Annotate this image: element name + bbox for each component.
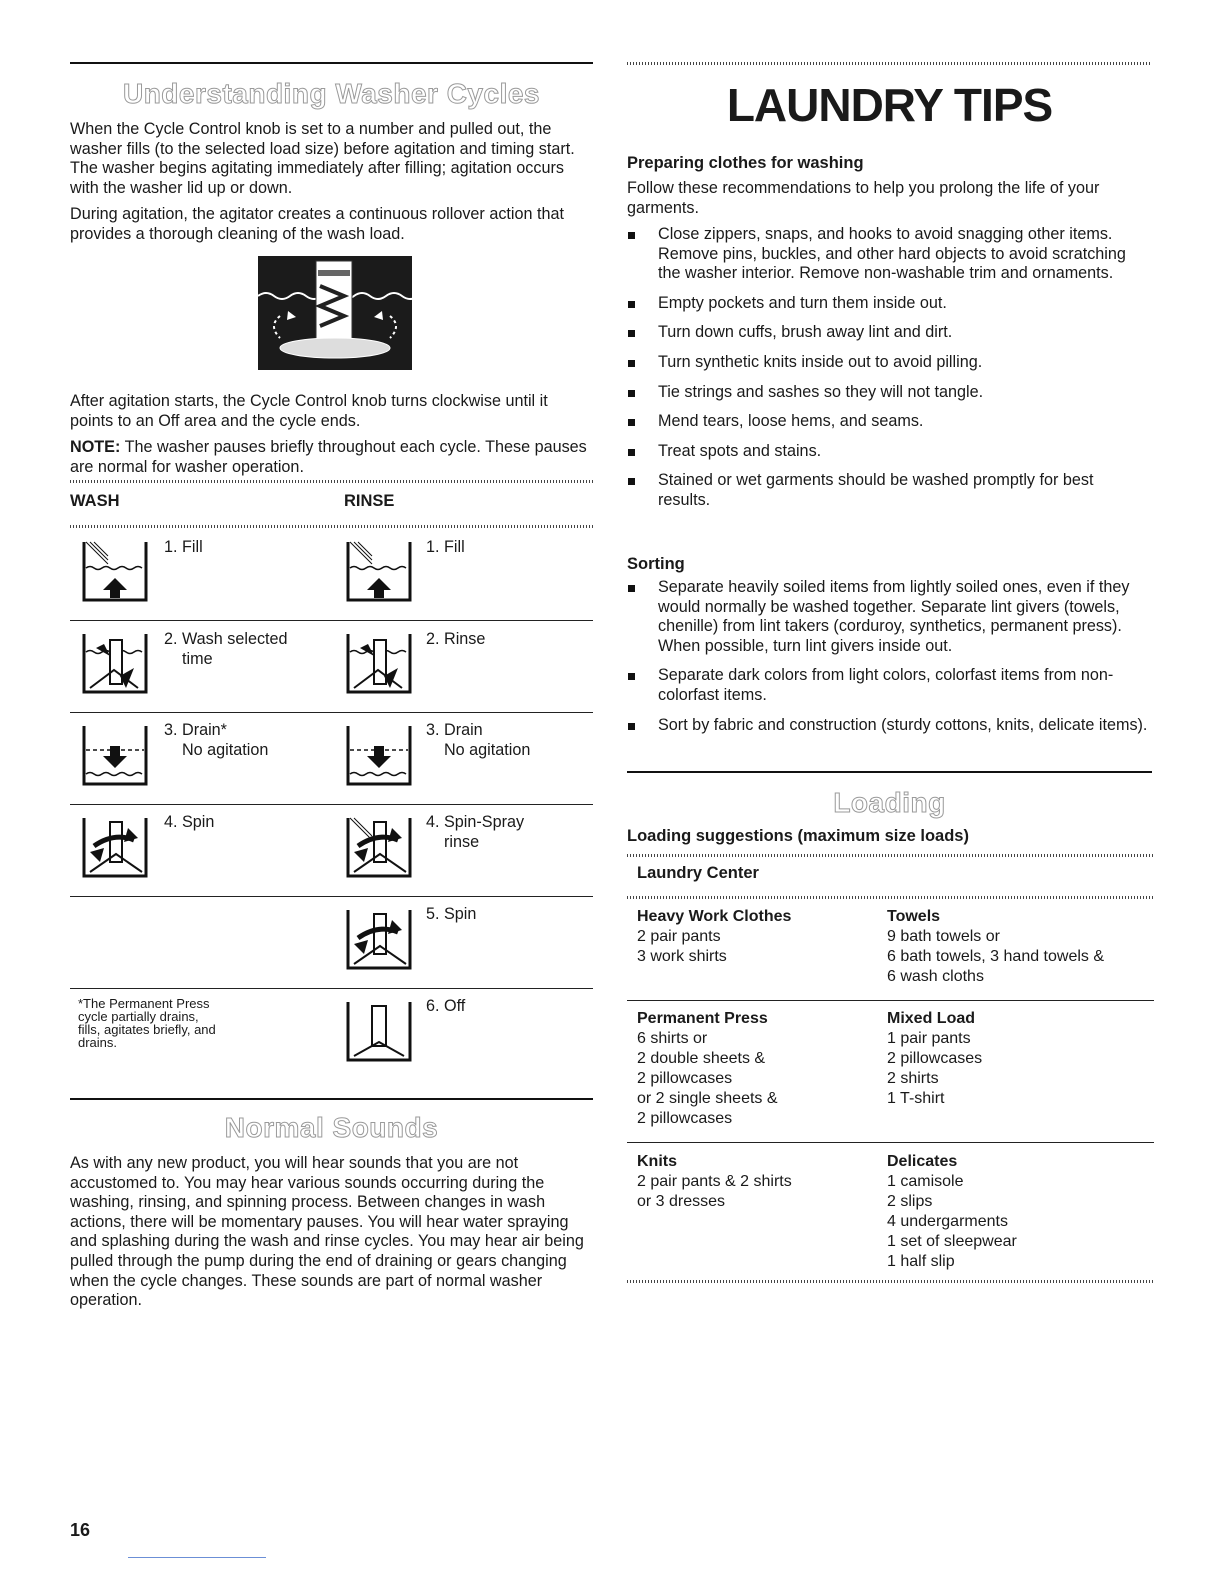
wash-step-agitate: 2. Wash selected time (164, 630, 288, 668)
load-line: 2 pair pants & 2 shirts (637, 1173, 792, 1190)
list-item: Treat spots and stains. (625, 442, 1150, 462)
load-line: 6 bath towels, 3 hand towels & (887, 948, 1105, 965)
wash-step-drain: 3. Drain* No agitation (164, 721, 269, 759)
load-heading: Towels (887, 908, 941, 925)
top-dotted-rule-right (627, 62, 1152, 65)
list-item: Sort by fabric and construction (sturdy cottons, knits, delicate items). (625, 716, 1150, 736)
row-divider (627, 1142, 1154, 1143)
section-rule (70, 1098, 593, 1100)
load-heading: Heavy Work Clothes (637, 908, 792, 925)
agitate-icon (344, 630, 414, 696)
list-item: Tie strings and sashes so they will not tangle. (625, 383, 1150, 403)
wash-step-fill: 1. Fill (164, 538, 203, 556)
spin-icon (80, 814, 150, 880)
prep-heading: Preparing clothes for washing (627, 154, 864, 172)
load-line: 2 pair pants (637, 928, 721, 945)
rinse-column-header: RINSE (344, 492, 395, 510)
list-item: Mend tears, loose hems, and seams. (625, 412, 1150, 432)
spin-icon (344, 906, 414, 972)
top-rule-left (70, 62, 593, 64)
sorting-list (625, 578, 1150, 735)
list-item: Empty pockets and turn them inside out. (625, 294, 1150, 314)
load-line: or 3 dresses (637, 1193, 726, 1210)
agitator-illustration (258, 256, 412, 370)
rinse-step-spin: 5. Spin (426, 905, 477, 923)
load-line: 1 pair pants (887, 1030, 971, 1047)
table-title: Laundry Center (637, 864, 759, 882)
load-cell-delicates (887, 1152, 1152, 1272)
load-cell-permanent-press (637, 1009, 877, 1129)
load-line: 2 pillowcases (887, 1050, 983, 1067)
load-line: 2 pillowcases (637, 1110, 733, 1127)
sorting-heading: Sorting (627, 555, 685, 573)
section-title-loading: Loading (833, 787, 946, 818)
load-line: 1 T-shirt (887, 1090, 945, 1107)
load-line: 1 camisole (887, 1173, 964, 1190)
row-divider (627, 1000, 1154, 1001)
list-item: Turn synthetic knits inside out to avoid pilling. (625, 353, 1150, 373)
section-title-normal-sounds: Normal Sounds (224, 1112, 439, 1143)
dotted-divider (627, 896, 1154, 899)
load-line: or 2 single sheets & (637, 1090, 778, 1107)
load-line: 1 half slip (887, 1253, 955, 1270)
load-line: 2 double sheets & (637, 1050, 766, 1067)
row-divider (70, 712, 593, 713)
dotted-divider (627, 1280, 1154, 1283)
load-cell-knits (637, 1152, 877, 1212)
note-text: The washer pauses briefly throughout each cycle. These pauses are normal for washer operation. (70, 438, 587, 476)
spin-spray-icon (344, 814, 414, 880)
list-item: Turn down cuffs, brush away lint and dirt. (625, 323, 1150, 343)
drain-icon (80, 722, 150, 788)
load-heading: Delicates (887, 1153, 958, 1170)
off-icon (344, 998, 414, 1064)
load-line: 1 set of sleepwear (887, 1233, 1017, 1250)
list-item: Separate dark colors from light colors, colorfast items from non-colorfast items. (625, 666, 1150, 705)
after-agitation-paragraph: After agitation starts, the Cycle Control knob turns clockwise until it points to an Off area and the cycle ends. (70, 392, 548, 430)
prep-intro: Follow these recommendations to help you prolong the life of your garments. (627, 179, 1100, 217)
rinse-step-spin-spray: 4. Spin-Spray rinse (426, 813, 525, 851)
list-item: Stained or wet garments should be washed promptly for best results. (625, 471, 1150, 510)
row-divider (70, 804, 593, 805)
note-label: NOTE: (70, 438, 121, 456)
fill-icon (344, 538, 414, 604)
fill-icon (80, 538, 150, 604)
agitate-icon (80, 630, 150, 696)
permanent-press-footnote: *The Permanent Press cycle partially drains, fills, agitates briefly, and drains. (78, 996, 216, 1050)
load-heading: Permanent Press (637, 1010, 768, 1027)
section-rule (627, 771, 1152, 773)
load-cell-heavy-work (637, 907, 877, 967)
prep-list (625, 225, 1150, 511)
drain-icon (344, 722, 414, 788)
cycles-intro-paragraph-1: When the Cycle Control knob is set to a number and pulled out, the washer fills (to the selected load size) before agitation and timing start. The washer begins agitating immediately after filling; agitation occurs with the washer lid up or down. (70, 120, 575, 197)
dotted-divider (627, 854, 1154, 857)
list-item: Separate heavily soiled items from lightly soiled ones, even if they would normally be washed together. Separate lint givers (towels, chenille) from lint takers (corduroy, synthetics, permanent press). When possible, turn lint givers inside out. (625, 578, 1150, 656)
load-heading: Knits (637, 1153, 677, 1170)
load-line: 6 shirts or (637, 1030, 708, 1047)
row-divider (70, 988, 593, 989)
dotted-divider (70, 525, 593, 528)
note-paragraph (70, 438, 595, 477)
page-title: LAUNDRY TIPS (726, 79, 1053, 131)
row-divider (70, 896, 593, 897)
page-number: 16 (70, 1520, 91, 1540)
section-title-cycles: Understanding Washer Cycles (122, 78, 540, 109)
rinse-step-fill: 1. Fill (426, 538, 465, 556)
load-cell-mixed-load (887, 1009, 1152, 1109)
list-item: Close zippers, snaps, and hooks to avoid snagging other items. Remove pins, buckles, and other hard objects to avoid scratching the washer interior. Remove non-washable trim and ornaments. (625, 225, 1150, 284)
load-line: 9 bath towels or (887, 928, 1000, 945)
load-line: 6 wash cloths (887, 968, 984, 985)
row-divider (70, 620, 593, 621)
load-line: 2 shirts (887, 1070, 939, 1087)
load-line: 2 slips (887, 1193, 933, 1210)
loading-heading: Loading suggestions (maximum size loads) (627, 827, 969, 845)
wash-column-header: WASH (70, 492, 120, 510)
wash-step-spin: 4. Spin (164, 813, 215, 831)
load-cell-towels (887, 907, 1152, 987)
dotted-divider (70, 480, 593, 483)
load-heading: Mixed Load (887, 1010, 976, 1027)
load-line: 3 work shirts (637, 948, 727, 965)
normal-sounds-paragraph: As with any new product, you will hear sounds that you are not accustomed to. You may hear various sounds occurring during the washing, rinsing, and spinning process. Between changes in wash actions, there will be momentary pauses. You will hear water spraying and splashing during the wash and rinse cycles. You may hear air being pulled through the pump during the end of draining or gears changing when the cycle changes. These sounds are part of normal washer operation. (70, 1154, 584, 1310)
rinse-step-drain: 3. Drain No agitation (426, 721, 531, 759)
cycles-intro-paragraph-2: During agitation, the agitator creates a continuous rollover action that provides a thorough cleaning of the wash load. (70, 205, 565, 243)
rinse-step-rinse: 2. Rinse (426, 630, 486, 648)
rinse-step-off: 6. Off (426, 997, 466, 1015)
load-line: 4 undergarments (887, 1213, 1008, 1230)
footer-link-line (128, 1557, 266, 1558)
load-line: 2 pillowcases (637, 1070, 733, 1087)
